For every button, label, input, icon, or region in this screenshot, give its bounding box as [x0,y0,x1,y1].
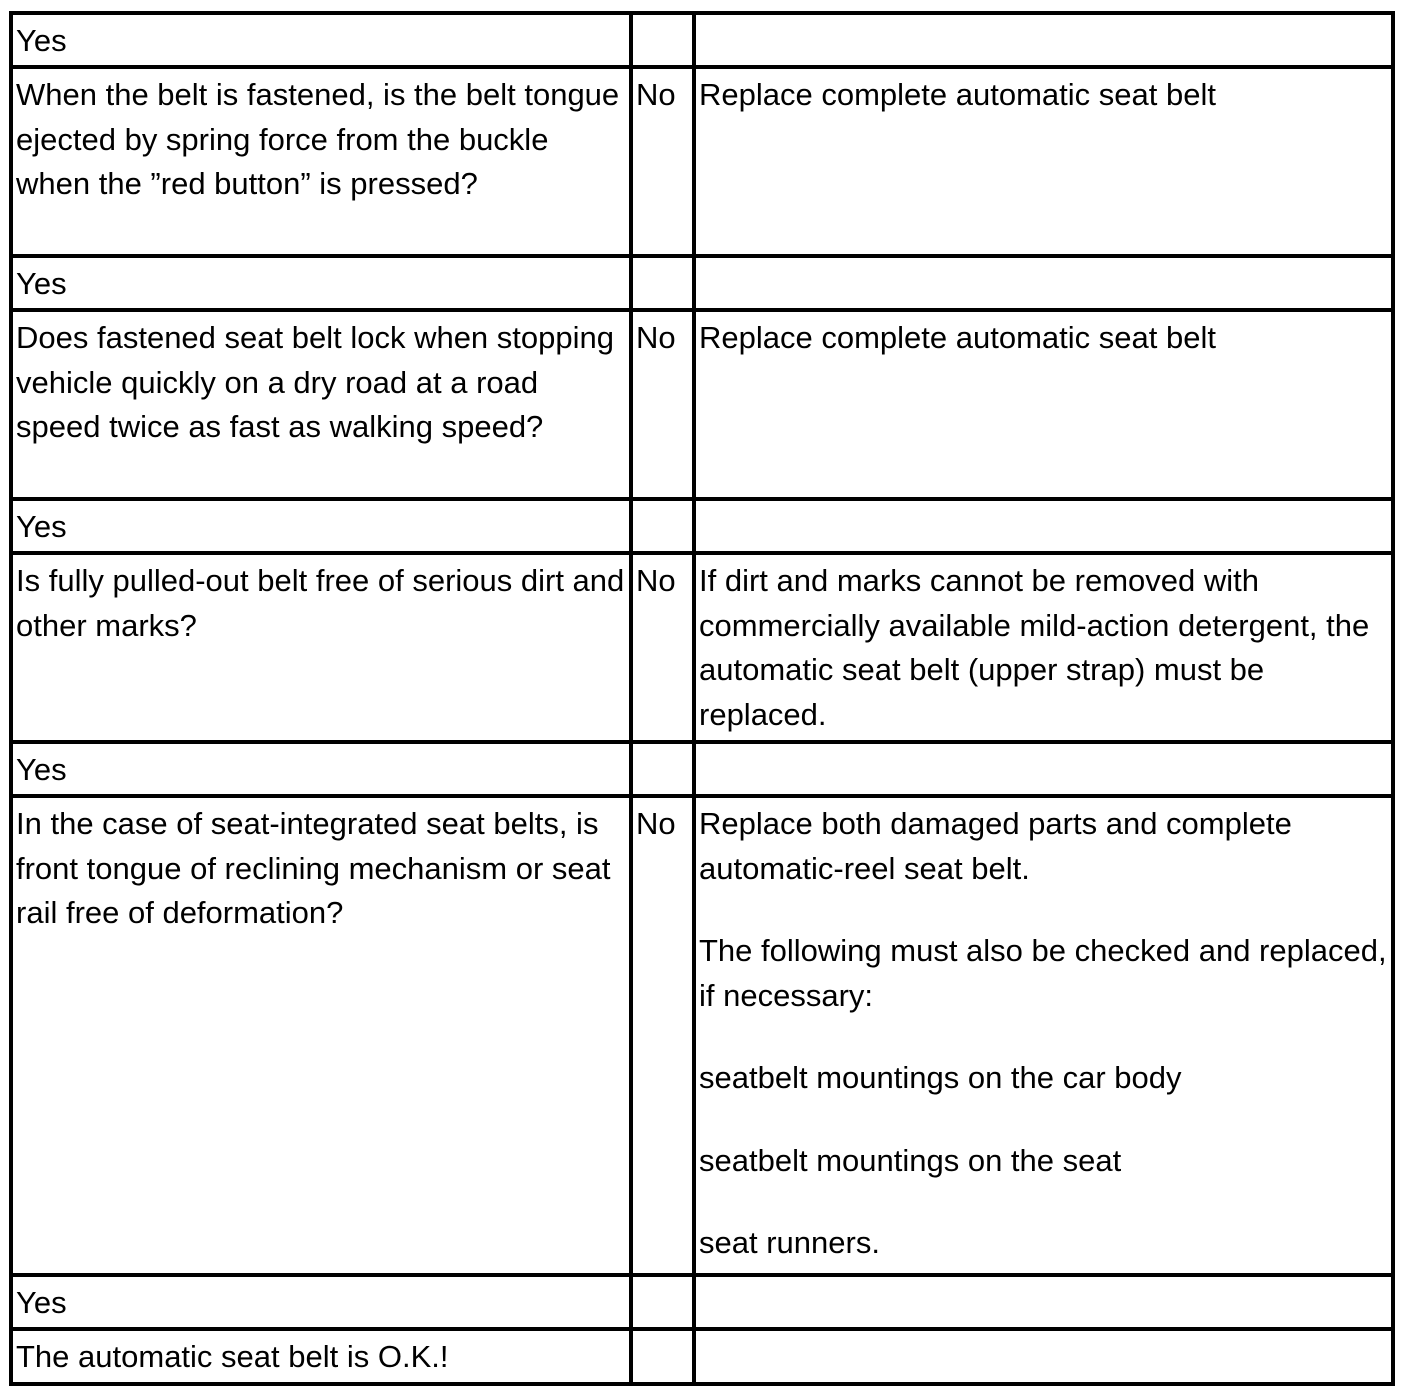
action-cell [692,65,1395,254]
checklist-table [9,11,1395,1386]
action-text: If dirt and marks cannot be removed with commercially available mild-action detergent, the automatic seat belt (upper strap) must be replaced. [699,563,1370,732]
question-cell: In the case of seat-integrated seat belts, is front tongue of reclining mechanism or seat rail free of deformation? [9,794,629,1273]
action-text: seatbelt mountings on the car body [699,1060,1182,1095]
action-cell [692,1327,1395,1386]
answer-cell: No [629,65,692,254]
step-cell: Yes [9,254,629,308]
step-cell: Yes [9,1273,629,1327]
answer-cell [629,1273,692,1327]
action-cell [692,1273,1395,1327]
question-cell: Is fully pulled-out belt free of serious dirt and other marks? [9,551,629,740]
action-cell [692,308,1395,497]
question-cell: Does fastened seat belt lock when stopping vehicle quickly on a dry road at a road speed twice as fast as walking speed? [9,308,629,497]
answer-cell: No [629,551,692,740]
action-cell [692,254,1395,308]
answer-cell: No [629,794,692,1273]
result-cell: The automatic seat belt is O.K.! [9,1327,629,1386]
answer-cell [629,497,692,551]
action-text: seat runners. [699,1225,880,1260]
action-cell [692,740,1395,794]
answer-cell [629,254,692,308]
answer-cell [629,11,692,65]
action-cell [692,11,1395,65]
action-cell [692,497,1395,551]
action-cell [692,794,1395,1273]
answer-cell [629,740,692,794]
action-text: The following must also be checked and replaced, if necessary: [699,933,1387,1013]
question-cell: When the belt is fastened, is the belt tongue ejected by spring force from the buckle when the ”red button” is pressed? [9,65,629,254]
step-cell: Yes [9,11,629,65]
step-cell: Yes [9,740,629,794]
answer-cell [629,1327,692,1386]
action-text: seatbelt mountings on the seat [699,1142,1122,1178]
step-cell: Yes [9,497,629,551]
answer-cell: No [629,308,692,497]
action-text: Replace both damaged parts and complete automatic-reel seat belt. [699,806,1292,886]
action-text: Replace complete automatic seat belt [699,77,1216,112]
action-cell [692,551,1395,740]
action-text: Replace complete automatic seat belt [699,320,1216,355]
